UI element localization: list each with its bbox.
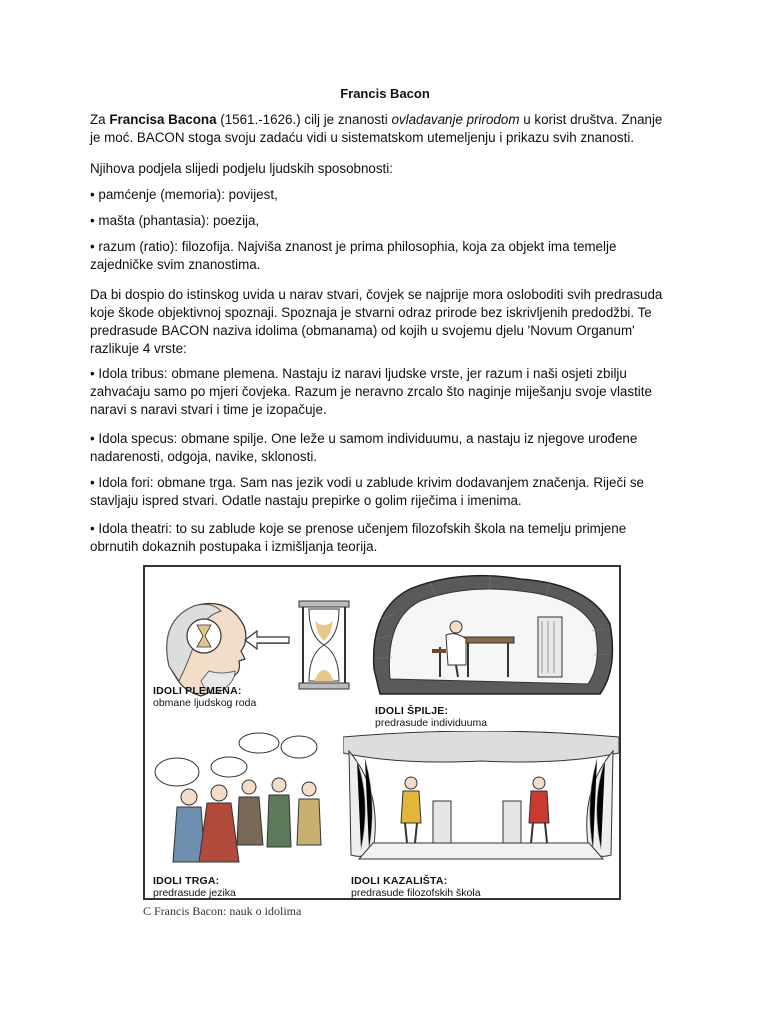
caption-idols-theatre <box>351 875 481 899</box>
theatre-stage-drawing <box>343 731 619 876</box>
bullet-idola-theatri: • Idola theatri: to su zablude koje se prenose učenjem filozofskih škola na temelju primjene obrnutih dokaznih postupaka i izmišljanja teorija. <box>90 521 627 554</box>
figure-caption: C Francis Bacon: nauk o idolima <box>143 904 302 918</box>
caption-subtitle: predrasude jezika <box>153 887 236 899</box>
caption-idols-tribe <box>153 685 256 709</box>
panel-idols-cave <box>370 569 618 717</box>
caption-idols-market <box>153 875 236 899</box>
bullet-idola-fori: • Idola fori: obmane trga. Sam nas jezik vodi u zablude krivim dodavanjem značenja. Riječi se stavljaju ispred stvari. Odatle nastaju prepirke o golim riječima i imenima. <box>90 475 644 508</box>
intro-text-mid: (1561.-1626.) cilj je znanosti <box>216 112 392 127</box>
caption-subtitle: predrasude filozofskih škola <box>351 887 481 899</box>
market-crowd-drawing <box>149 727 364 867</box>
caption-title: IDOLI PLEMENA: <box>153 685 242 697</box>
panel-idols-market <box>149 727 364 867</box>
caption-subtitle: obmane ljudskog roda <box>153 697 257 709</box>
intro-bold-name: Francisa Bacona <box>109 112 217 127</box>
caption-subtitle: predrasude individuuma <box>375 717 488 729</box>
bullet-memoria: • pamćenje (memoria): povijest, <box>90 187 278 202</box>
bullet-idola-specus: • Idola specus: obmane spilje. One leže u samom individuumu, a nastaju iz njegove urođene nadarenosti, odgoja, navike, sklonosti. <box>90 431 638 464</box>
caption-title: IDOLI KAZALIŠTA: <box>351 875 448 887</box>
intro-text-start: Za <box>90 112 110 127</box>
idols-intro-paragraph: Da bi dospio do istinskog uvida u narav stvari, čovjek se najprije mora osloboditi svih predrasuda koje škode objektivnoj spoznaji. Spoznaja je stvarni odraz prirode bez iskrivljenih predodžbi. Te predrasude BACON naziva idolima (obmanama) od kojih u svojemu djelu 'Novum Organum' razlikuje 4 vrste: <box>90 287 663 356</box>
bullet-ratio: • razum (ratio): filozofija. Najviša znanost je prima philosophia, koja za objekt ima temelje zajedničke svim znanostima. <box>90 239 617 272</box>
bullet-idola-tribus: • Idola tribus: obmane plemena. Nastaju iz naravi ljudske vrste, jer razum i naši osjeti zbilju zahvaćaju samo po mjeri čovjeka. Razum je neravno zrcalo što naginje miješanju svoje vlastite naravi s naravi stvari i time je izopačuje. <box>90 366 652 417</box>
panel-idols-theatre <box>343 731 619 876</box>
intro-paragraph <box>90 111 665 147</box>
division-paragraph: Njihova podjela slijedi podjelu ljudskih sposobnosti: <box>90 161 393 176</box>
caption-title: IDOLI ŠPILJE: <box>375 705 449 717</box>
caption-idols-cave <box>375 705 487 729</box>
page-title: Francis Bacon <box>340 86 430 101</box>
intro-italic-phrase: ovladavanje prirodom <box>391 112 520 127</box>
caption-title: IDOLI TRGA: <box>153 875 220 887</box>
idols-illustration <box>143 565 621 900</box>
intro-text-end: u korist društva. Znanje je moć. BACON stoga svoju zadaću vidi u sistematskom utemeljenju i prikazu svih znanosti. <box>90 112 663 145</box>
cave-scholar-drawing <box>370 569 618 717</box>
bullet-phantasia: • mašta (phantasia): poezija, <box>90 213 260 228</box>
